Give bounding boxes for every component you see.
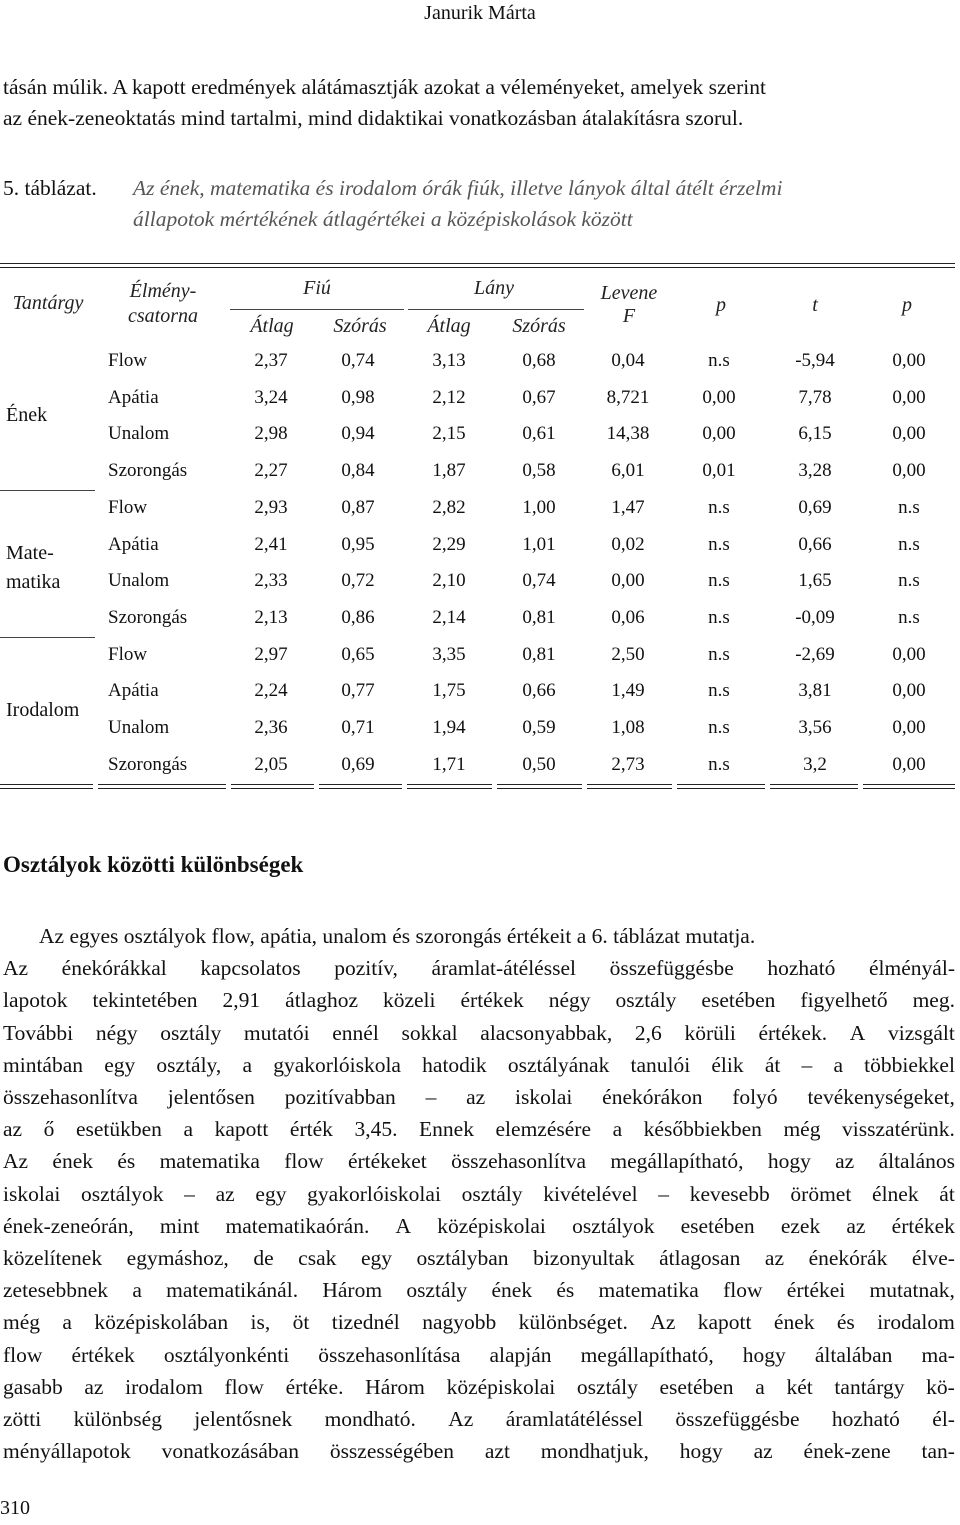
cell-p1: n.s [708, 717, 730, 738]
cell-lany-atlag: 2,29 [432, 533, 466, 555]
cell-fiu-atlag: 2,24 [254, 680, 288, 702]
section-title: Osztályok közötti különbségek [3, 852, 304, 877]
cell-t: 6,15 [798, 423, 832, 445]
body-line: iskolai osztályok – az egy gyakorlóiskolai osztály kivételével – kevesebb örömet élnek át [3, 1181, 955, 1206]
header-szoras-fiu: Szórás [333, 315, 387, 337]
header-levene-1: Levene [600, 282, 658, 304]
cell-levene-f: 8,721 [606, 386, 650, 408]
table-caption-line: Az ének, matematika és irodalom órák fiúk, illetve lányok által átélt érzelmi [133, 176, 783, 200]
cell-p1: 0,01 [702, 460, 736, 482]
cell-p2: 0,00 [892, 350, 926, 371]
cell-lany-atlag: 1,75 [432, 680, 466, 702]
cell-channel: Apátia [108, 680, 159, 702]
header-t: t [812, 294, 818, 316]
rule-gap [765, 784, 770, 789]
cell-lany-szoras: 0,67 [522, 386, 556, 408]
body-line: közelítenek egymáshoz, de csak egy osztályban bizonyultak átlagosan az énekórák élve- [3, 1246, 955, 1271]
subject-label: Ének [6, 404, 48, 426]
table-caption-label: 5. táblázat. [3, 176, 97, 200]
cell-p1: 0,00 [702, 386, 736, 408]
cell-fiu-atlag: 2,98 [254, 423, 288, 445]
cell-fiu-szoras: 0,74 [341, 350, 375, 371]
cell-fiu-atlag: 2,05 [254, 753, 288, 775]
cell-levene-f: 0,04 [611, 350, 645, 371]
cell-lany-szoras: 0,59 [522, 717, 556, 738]
body-line: ményállapotok vonatkozásában összességében azt mondhatjuk, hogy az ének-zene tan- [3, 1439, 955, 1464]
rule-gap [492, 784, 497, 789]
cell-p2: 0,00 [892, 643, 926, 665]
cell-levene-f: 0,06 [611, 606, 645, 628]
header-atlag-fiu: Átlag [250, 315, 294, 337]
cell-lany-atlag: 2,15 [432, 423, 466, 445]
cell-channel: Flow [108, 350, 148, 371]
cell-fiu-atlag: 2,13 [254, 606, 288, 628]
body-line: Az ének és matematika flow értékeket összehasonlítva megállapítható, hogy az általános [3, 1149, 955, 1174]
cell-fiu-atlag: 2,93 [254, 496, 288, 518]
cell-p1: n.s [708, 533, 730, 555]
cell-t: 7,78 [798, 386, 832, 408]
cell-lany-atlag: 2,82 [432, 496, 466, 518]
cell-channel: Apátia [108, 533, 159, 555]
cell-p2: 0,00 [892, 386, 926, 408]
cell-lany-szoras: 0,68 [522, 350, 556, 371]
cell-lany-szoras: 0,66 [522, 680, 556, 702]
running-header-author: Janurik Márta [424, 2, 536, 24]
cell-fiu-szoras: 0,71 [341, 717, 375, 738]
cell-levene-f: 1,49 [611, 680, 645, 702]
cell-levene-f: 2,50 [611, 643, 645, 665]
page-number: 310 [0, 1497, 30, 1519]
cell-channel: Flow [108, 496, 148, 518]
body-line: még a középiskolában is, öt tizednél nagyobb különbséget. Az kapott ének és irodalom [3, 1310, 955, 1335]
cell-lany-szoras: 0,81 [522, 643, 556, 665]
header-p2: p [902, 294, 912, 316]
cell-t: 3,81 [798, 680, 832, 702]
body-line: flow értékek osztályonkénti összehasonlítása alapján megállapítható, hogy általában ma- [3, 1342, 955, 1367]
cell-lany-atlag: 3,13 [432, 350, 466, 371]
body-line: Az egyes osztályok flow, apátia, unalom és szorongás értékeit a 6. táblázat mutatja. [39, 924, 756, 948]
cell-p2: n.s [898, 606, 920, 628]
cell-p2: 0,00 [892, 753, 926, 775]
cell-fiu-szoras: 0,69 [341, 753, 375, 775]
cell-lany-szoras: 0,81 [522, 606, 556, 628]
body-line: ének-zeneórán, mint matematikaórán. A középiskolai osztályok esetében ezek az értékek [3, 1213, 955, 1238]
cell-lany-atlag: 1,87 [432, 460, 466, 482]
cell-p1: n.s [708, 606, 730, 628]
cell-lany-atlag: 3,35 [432, 643, 466, 665]
cell-levene-f: 2,73 [611, 753, 645, 775]
cell-p2: 0,00 [892, 717, 926, 738]
cell-lany-szoras: 0,50 [522, 753, 556, 775]
header-levene-2: F [622, 305, 636, 327]
cell-fiu-atlag: 2,27 [254, 460, 288, 482]
cell-t: 3,28 [798, 460, 832, 482]
header-p1: p [716, 294, 726, 316]
intro-line: az ének-zeneoktatás mind tartalmi, mind didaktikai vonatkozásban átalakításra szorul. [3, 106, 744, 130]
rule-gap [582, 784, 587, 789]
cell-lany-szoras: 1,00 [522, 496, 556, 518]
cell-levene-f: 0,02 [611, 533, 645, 555]
rule-gap [93, 784, 98, 789]
cell-p2: n.s [898, 496, 920, 518]
subject-label: Irodalom [6, 699, 80, 721]
cell-lany-szoras: 0,74 [522, 570, 556, 592]
cell-levene-f: 1,08 [611, 717, 645, 738]
cell-channel: Flow [108, 643, 148, 665]
cell-channel: Unalom [108, 570, 170, 592]
cell-lany-atlag: 2,14 [432, 606, 466, 628]
cell-fiu-atlag: 2,97 [254, 643, 288, 665]
rule-gap [672, 784, 677, 789]
cell-t: 1,65 [798, 570, 832, 592]
cell-p1: n.s [708, 643, 730, 665]
cell-levene-f: 1,47 [611, 496, 645, 518]
cell-levene-f: 6,01 [611, 460, 645, 482]
cell-levene-f: 0,00 [611, 570, 645, 592]
cell-fiu-atlag: 2,41 [254, 533, 288, 555]
cell-p2: n.s [898, 570, 920, 592]
cell-fiu-szoras: 0,98 [341, 386, 375, 408]
cell-p1: n.s [708, 496, 730, 518]
rule-gap [402, 784, 407, 789]
body-line: az ő esetükben a kapott érték 3,45. Ennek elemzésére a későbbiekben még visszatérünk. [3, 1117, 955, 1142]
cell-levene-f: 14,38 [606, 423, 650, 445]
cell-t: 0,69 [798, 496, 832, 518]
cell-fiu-szoras: 0,72 [341, 570, 375, 592]
body-paragraph [3, 920, 955, 1467]
cell-p1: n.s [708, 570, 730, 592]
header-atlag-lany: Átlag [427, 315, 471, 337]
cell-fiu-szoras: 0,86 [341, 606, 375, 628]
header-fiu: Fiú [303, 277, 331, 299]
header-lany: Lány [474, 277, 514, 299]
rule-gap [314, 784, 319, 789]
body-line: gasabb az irodalom flow értéke. Három középiskolai osztály esetében a két tantárgy kö- [3, 1374, 955, 1399]
cell-fiu-szoras: 0,65 [341, 643, 375, 665]
cell-p1: n.s [708, 680, 730, 702]
cell-lany-atlag: 1,94 [432, 717, 466, 738]
cell-p2: 0,00 [892, 423, 926, 445]
header-szoras-lany: Szórás [512, 315, 566, 337]
header-elmenycsatorna-1: Élmény- [129, 280, 197, 302]
body-line: zötti különbség jelentősnek mondható. Az áramlatátéléssel összefüggésbe hozható él- [3, 1407, 955, 1432]
cell-p2: 0,00 [892, 460, 926, 482]
body-line: lapotok tekintetében 2,91 átlaghoz közeli értékek négy osztály esetében figyelhető meg. [3, 988, 955, 1013]
cell-fiu-atlag: 2,36 [254, 717, 288, 738]
rule-gap [226, 784, 231, 789]
cell-p2: n.s [898, 533, 920, 555]
cell-fiu-szoras: 0,87 [341, 496, 375, 518]
cell-fiu-szoras: 0,95 [341, 533, 375, 555]
body-line: összehasonlítva jelentősen pozitívabban – az iskolai énekórákon folyó tevékenységeket, [3, 1085, 955, 1110]
cell-t: -2,69 [795, 643, 835, 665]
intro-line: tásán múlik. A kapott eredmények alátámasztják azokat a véleményeket, amelyek szerint [3, 75, 766, 99]
lany-underline [408, 309, 584, 310]
cell-channel: Szorongás [108, 753, 188, 775]
subject-label: Mate- matika [6, 542, 61, 593]
cell-t: 0,66 [798, 533, 832, 555]
body-line: zetesebbnek a matematikánál. Három osztály ének és matematika flow értékei mutatnak, [3, 1278, 955, 1303]
cell-fiu-szoras: 0,94 [341, 423, 375, 445]
cell-lany-szoras: 1,01 [522, 533, 556, 555]
cell-fiu-szoras: 0,84 [341, 460, 375, 482]
cell-channel: Szorongás [108, 460, 188, 482]
table-top-rule [0, 263, 955, 268]
cell-t: -0,09 [795, 606, 835, 628]
cell-t: -5,94 [795, 350, 835, 371]
rule-gap [858, 784, 863, 789]
header-tantargy: Tantárgy [12, 292, 84, 314]
cell-p1: n.s [708, 350, 730, 371]
cell-channel: Apátia [108, 386, 159, 408]
cell-fiu-atlag: 3,24 [254, 386, 288, 408]
fiu-underline [230, 309, 404, 310]
subject-separator [0, 490, 95, 491]
body-line: Az énekórákkal kapcsolatos pozitív, áramlat-átéléssel összefüggésbe hozható élményál- [3, 956, 955, 981]
table-bottom-rule [0, 784, 955, 789]
cell-channel: Unalom [108, 423, 170, 445]
cell-channel: Szorongás [108, 606, 188, 628]
cell-p2: 0,00 [892, 680, 926, 702]
cell-p1: 0,00 [702, 423, 736, 445]
cell-t: 3,2 [803, 753, 827, 775]
cell-t: 3,56 [798, 717, 832, 738]
cell-fiu-atlag: 2,37 [254, 350, 288, 371]
cell-fiu-atlag: 2,33 [254, 570, 288, 592]
subject-separator [0, 637, 95, 638]
cell-lany-szoras: 0,61 [522, 423, 556, 445]
header-elmenycsatorna-2: csatorna [128, 305, 198, 327]
cell-lany-atlag: 2,12 [432, 386, 466, 408]
cell-fiu-szoras: 0,77 [341, 680, 375, 702]
body-line: További négy osztály mutatói ennél sokkal alacsonyabbak, 2,6 körüli értékek. A vizsgált [3, 1020, 955, 1045]
cell-channel: Unalom [108, 717, 170, 738]
cell-lany-atlag: 2,10 [432, 570, 466, 592]
cell-p1: n.s [708, 753, 730, 775]
cell-lany-atlag: 1,71 [432, 753, 466, 775]
body-line: mintában egy osztály, a gyakorlóiskola hatodik osztályának tanulói élik át – a többiekkel [3, 1052, 955, 1077]
table-caption-line: állapotok mértékének átlagértékei a középiskolások között [133, 207, 633, 231]
cell-lany-szoras: 0,58 [522, 460, 556, 482]
